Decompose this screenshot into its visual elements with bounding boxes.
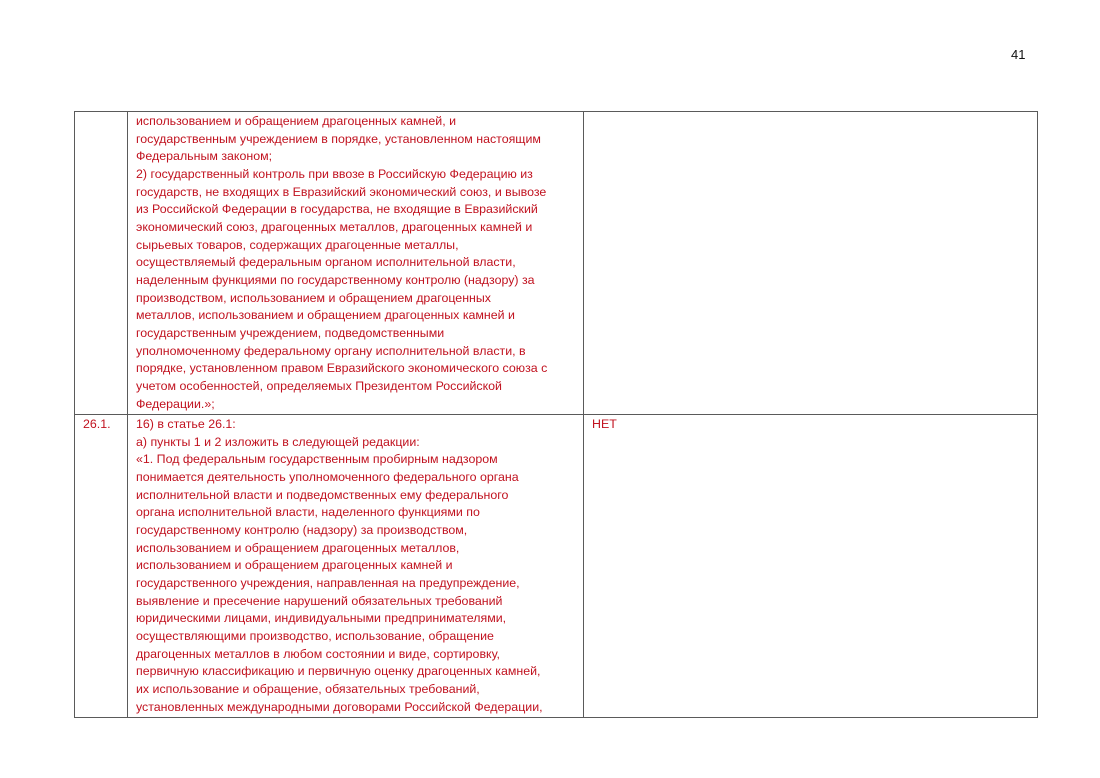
text-line: их использование и обращение, обязательных требований,: [136, 682, 480, 696]
text-line: а) пункты 1 и 2 изложить в следующей редакции:: [136, 434, 420, 449]
text-line: Федерации.»;: [136, 396, 215, 411]
comment-cell: [584, 112, 1038, 415]
text-line: первичную классификацию и первичную оценку драгоценных камней,: [136, 664, 541, 679]
text-line: Федеральным законом;: [136, 149, 273, 164]
text-line: металлов, использованием и обращением драгоценных камней и: [136, 308, 515, 323]
amendment-text-cell: [128, 415, 584, 718]
text-line: понимается деятельность уполномоченного федерального органа: [136, 470, 519, 485]
text-line: государственного учреждения, направленная на предупреждение,: [136, 576, 520, 591]
text-line: юридическими лицами, индивидуальными предпринимателями,: [136, 611, 507, 626]
text-line: использованием и обращением драгоценных металлов,: [136, 540, 460, 555]
comment-cell: НЕТ: [584, 415, 1038, 718]
text-line: из Российской Федерации в государства, не входящие в Евразийский: [136, 202, 538, 217]
text-line: использованием и обращением драгоценных камней, и: [136, 114, 457, 128]
text-line: 2) государственный контроль при ввозе в Российскую Федерацию из: [136, 166, 533, 181]
text-line: государственному контролю (надзору) за производством,: [136, 523, 468, 538]
text-line: «1. Под федеральным государственным пробирным надзором: [136, 452, 498, 467]
table-row: [75, 415, 1038, 718]
article-number-cell: 26.1.: [75, 415, 128, 718]
text-line: наделенным функциями по государственному контролю (надзору) за: [136, 272, 535, 287]
text-line: использованием и обращением драгоценных камней и: [136, 558, 453, 573]
text-line: драгоценных металлов в любом состоянии и виде, сортировку,: [136, 646, 500, 661]
text-line: осуществляемый федеральным органом исполнительной власти,: [136, 255, 516, 270]
text-line: сырьевых товаров, содержащих драгоценные металлы,: [136, 237, 459, 252]
text-line: экономический союз, драгоценных металлов, драгоценных камней и: [136, 219, 533, 234]
text-line: учетом особенностей, определяемых Президентом Российской: [136, 378, 502, 393]
text-line: 16) в статье 26.1:: [136, 417, 236, 432]
amendment-text-cell: [128, 112, 584, 415]
text-line: государственным учреждением в порядке, установленном настоящим: [136, 131, 541, 146]
text-line: органа исполнительной власти, наделенного функциями по: [136, 505, 480, 520]
text-line: выявление и пресечение нарушений обязательных требований: [136, 593, 503, 608]
text-line: осуществляющими производство, использование, обращение: [136, 629, 494, 644]
table-row: [75, 112, 1038, 415]
text-line: исполнительной власти и подведомственных ему федерального: [136, 487, 509, 502]
document-table: [74, 111, 1038, 718]
text-line: установленных международными договорами Российской Федерации,: [136, 699, 543, 714]
text-line: государственным учреждением, подведомственными: [136, 325, 445, 340]
text-line: государств, не входящих в Евразийский экономический союз, и вывозе: [136, 184, 547, 199]
page-number: 41: [1011, 47, 1026, 62]
text-line: производством, использованием и обращением драгоценных: [136, 290, 491, 305]
text-line: порядке, установленном правом Евразийского экономического союза с: [136, 361, 548, 376]
text-line: уполномоченному федеральному органу исполнительной власти, в: [136, 343, 526, 358]
article-number-cell: [75, 112, 128, 415]
